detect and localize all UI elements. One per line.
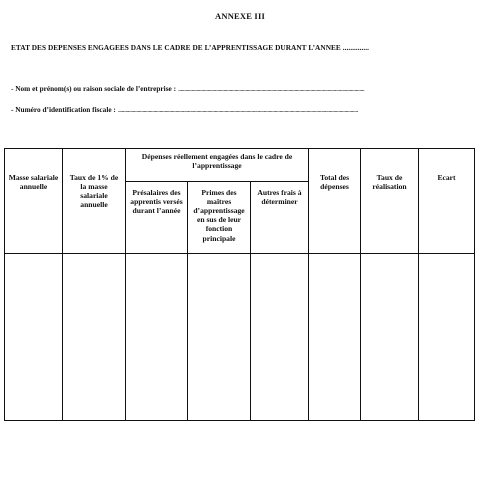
header-primes: Primes des maîtres d’apprentissage en sus de leur fonction principale	[188, 182, 251, 254]
expenses-table	[4, 148, 475, 421]
header-autres-frais: Autres frais à déterminer	[251, 182, 309, 254]
header-depenses-group: Dépenses réellement engagées dans le cadre de l’apprentissage	[126, 149, 309, 182]
header-taux-1-pourcent: Taux de 1% de la masse salariale annuelle	[63, 149, 126, 254]
company-name-field[interactable]	[11, 84, 364, 93]
header-presalaires: Présalaires des apprentis versés durant l’année	[126, 182, 188, 254]
header-ecart: Ecart	[419, 149, 475, 254]
company-name-dots[interactable]: ........................................................................................................................................................	[178, 84, 365, 93]
fiscal-id-dots[interactable]: ....................................................................................................................................................................................................	[117, 105, 358, 114]
cell-taux-realisation[interactable]	[361, 254, 419, 421]
fiscal-id-field[interactable]	[11, 105, 358, 114]
company-name-label: - Nom et prénom(s) ou raison sociale de l’entreprise :	[11, 84, 177, 93]
cell-taux-1-pourcent[interactable]	[63, 254, 126, 421]
cell-total-depenses[interactable]	[309, 254, 361, 421]
cell-autres-frais[interactable]	[251, 254, 309, 421]
header-total-depenses: Total des dépenses	[309, 149, 361, 254]
cell-masse-salariale[interactable]	[5, 254, 63, 421]
document-title-text: ETAT DES DEPENSES ENGAGEES DANS LE CADRE DE L’APPRENTISSAGE DURANT L’ANNEE	[11, 43, 341, 52]
document-title-dots: ..............	[342, 43, 369, 52]
annex-label: ANNEXE III	[215, 11, 265, 21]
cell-primes[interactable]	[188, 254, 251, 421]
cell-ecart[interactable]	[419, 254, 475, 421]
fiscal-id-label: - Numéro d’identification fiscale :	[11, 105, 116, 114]
cell-presalaires[interactable]	[126, 254, 188, 421]
header-masse-salariale: Masse salariale annuelle	[5, 149, 63, 254]
document-title	[11, 43, 473, 52]
header-taux-realisation: Taux de réalisation	[361, 149, 419, 254]
header-row-top	[5, 149, 475, 182]
table-row	[5, 254, 475, 421]
